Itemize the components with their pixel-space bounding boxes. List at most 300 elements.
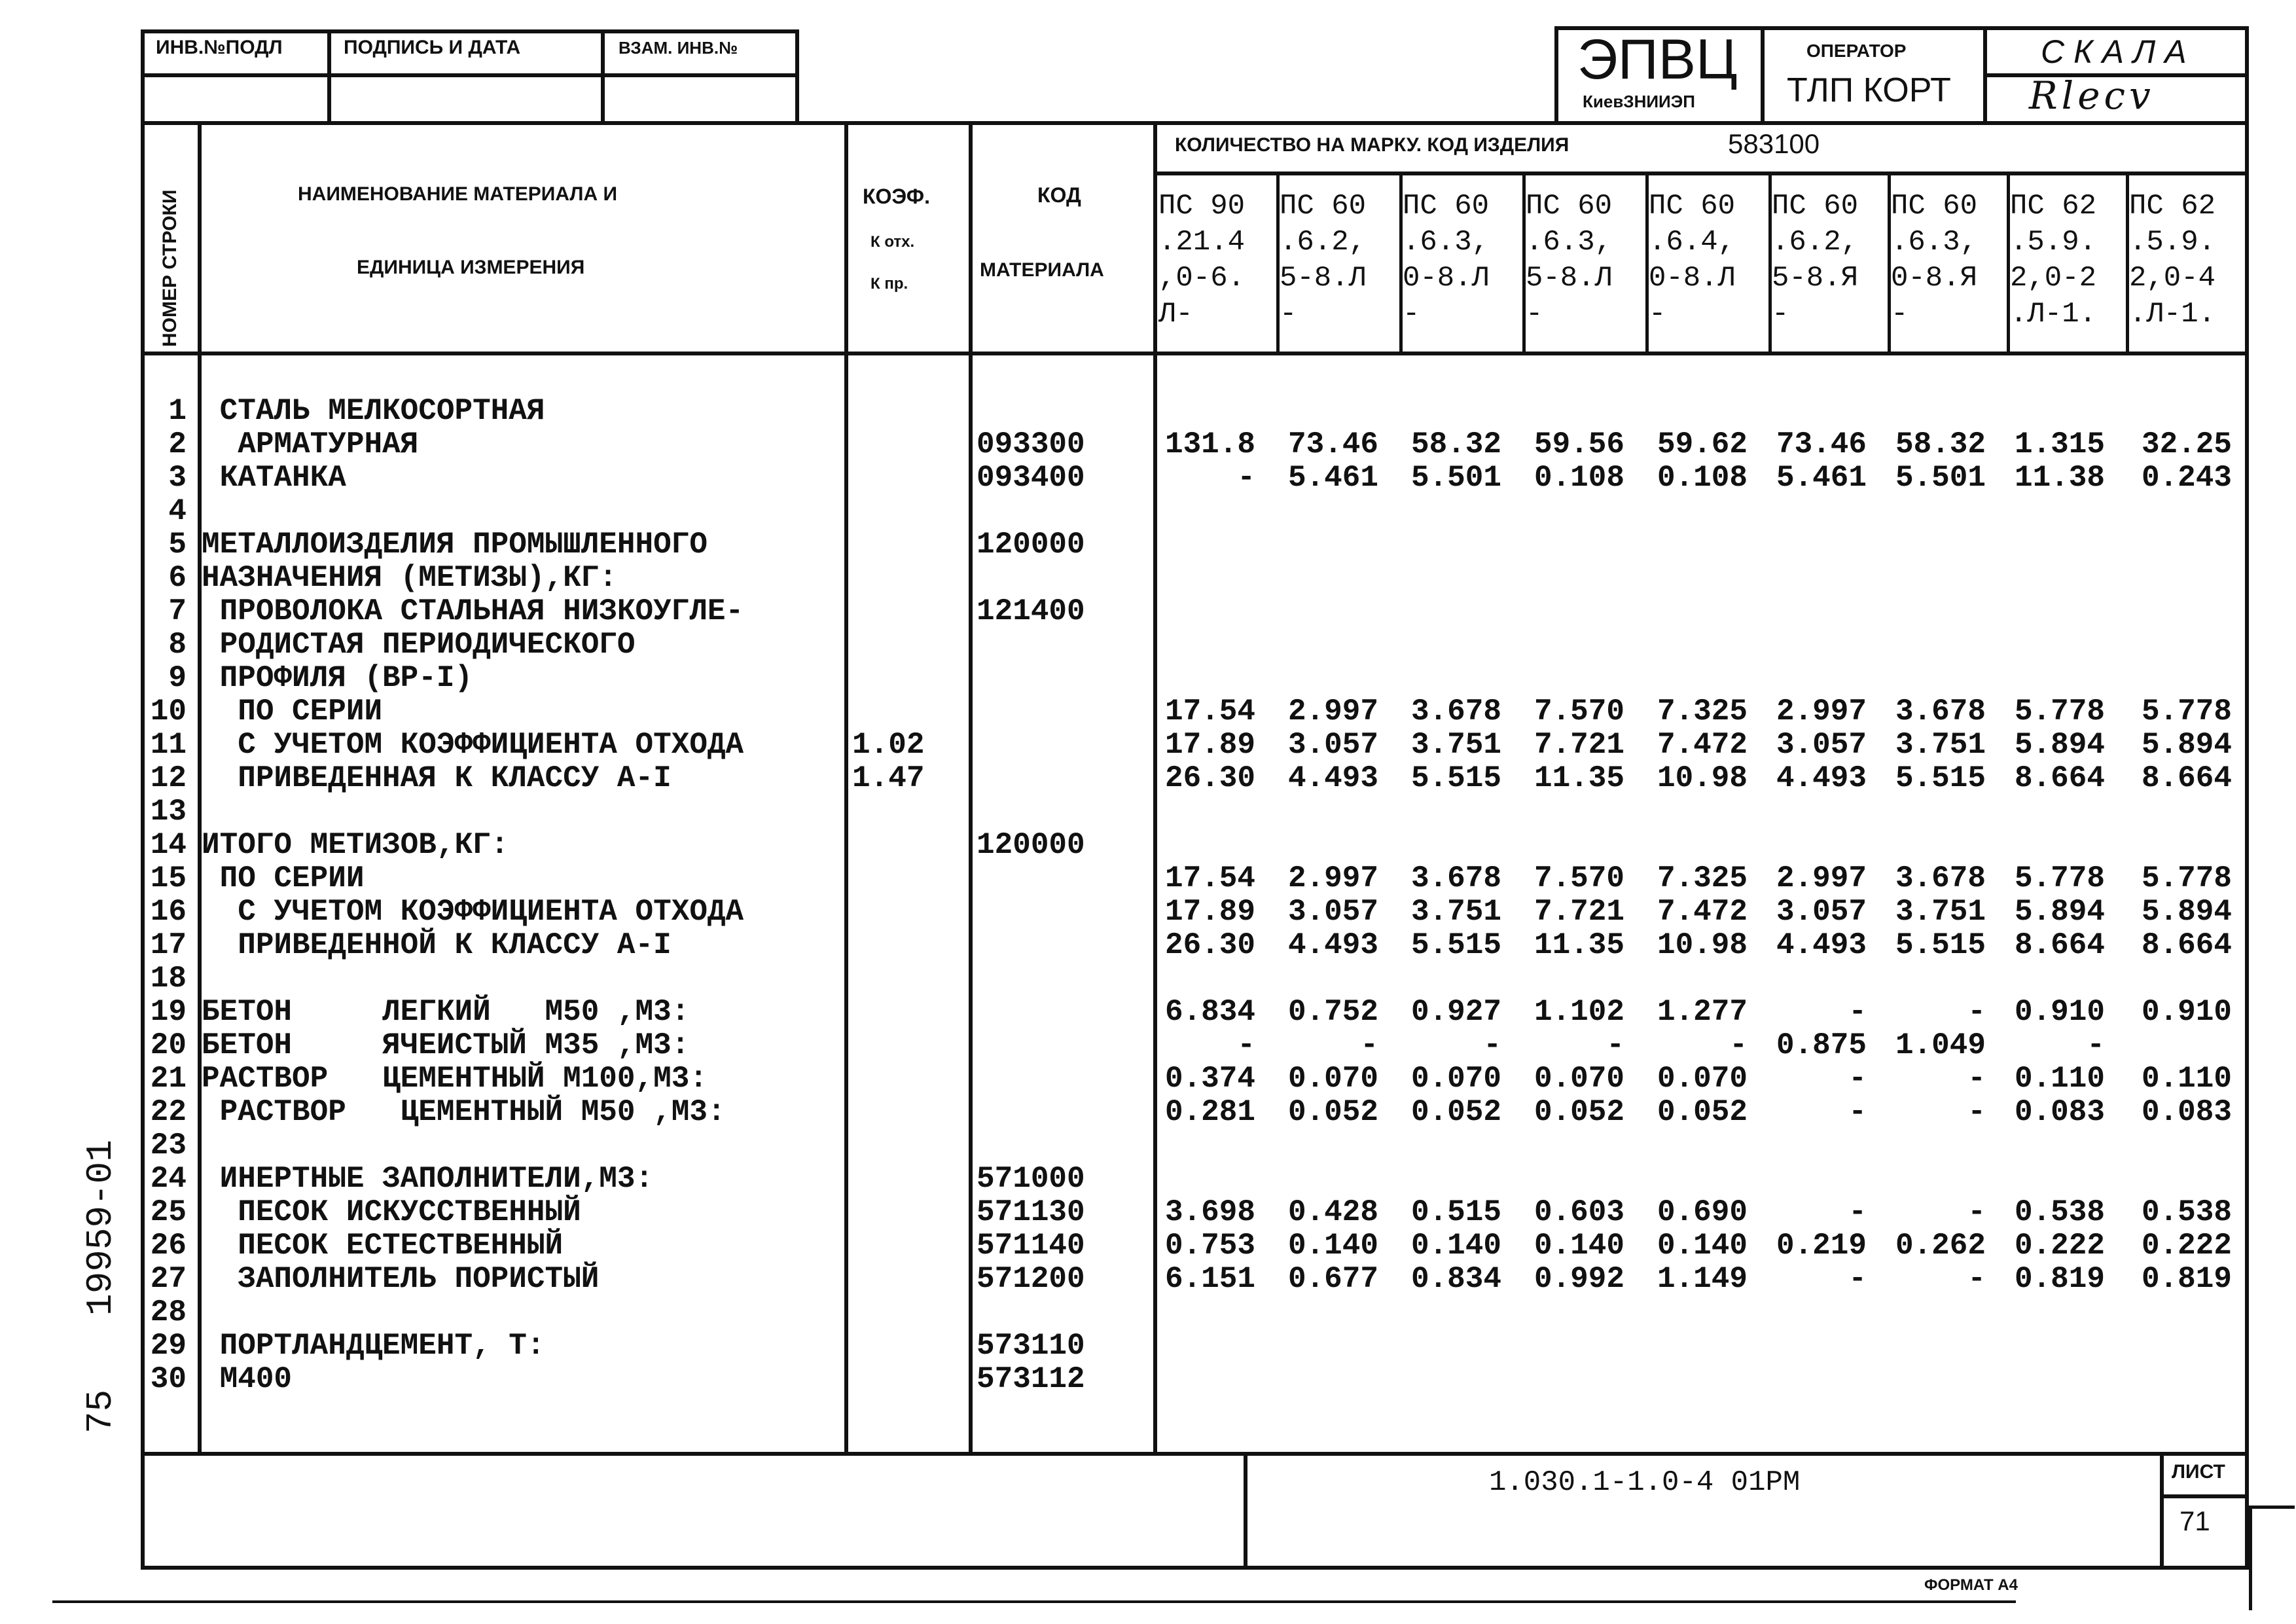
mark-header-line: .5.9. bbox=[2129, 226, 2216, 259]
quantity-value: 0.875 bbox=[1776, 1028, 1867, 1062]
quantity-value: - bbox=[1848, 1062, 1867, 1096]
header-coef-line2: К отх. bbox=[870, 233, 915, 251]
quantity-value: 3.057 bbox=[1287, 728, 1378, 762]
row-number: 19 bbox=[150, 995, 187, 1029]
edge-mark bbox=[2249, 1506, 2252, 1610]
material-code: 120000 bbox=[977, 528, 1085, 562]
stamp-vzam-inv: ВЗАМ. ИНВ.№ bbox=[619, 38, 738, 58]
rule bbox=[141, 73, 798, 77]
rule bbox=[141, 29, 798, 33]
table-row bbox=[0, 1296, 2296, 1329]
quantity-value: 0.538 bbox=[2141, 1195, 2232, 1229]
table-row bbox=[0, 1029, 2296, 1062]
header-coef-line1: КОЭФ. bbox=[863, 185, 930, 208]
mark-header-line: .6.2, bbox=[1280, 226, 1367, 259]
quantity-value: - bbox=[1848, 995, 1867, 1029]
quantity-value: - bbox=[2087, 1028, 2105, 1062]
quantity-value: 3.057 bbox=[1287, 895, 1378, 929]
quantity-value: 3.751 bbox=[1410, 728, 1501, 762]
side-page-number: 75 bbox=[80, 1389, 122, 1434]
row-number: 27 bbox=[150, 1262, 187, 1296]
table-row bbox=[0, 1163, 2296, 1196]
mark-header-line: .Л-1. bbox=[2010, 298, 2097, 331]
row-number: 20 bbox=[150, 1028, 187, 1062]
quantity-value: 8.664 bbox=[2014, 761, 2105, 795]
quantity-value: 59.56 bbox=[1534, 427, 1624, 461]
row-number: 1 bbox=[168, 394, 187, 428]
table-row bbox=[0, 1196, 2296, 1229]
material-name: НАЗНАЧЕНИЯ (МЕТИЗЫ),КГ: bbox=[202, 561, 617, 595]
material-name: СТАЛЬ МЕЛКОСОРТНАЯ bbox=[202, 394, 545, 428]
quantity-value: 58.32 bbox=[1410, 427, 1501, 461]
table-row bbox=[0, 1363, 2296, 1396]
operator-label: ОПЕРАТОР bbox=[1806, 41, 1907, 61]
quantity-value: 7.570 bbox=[1534, 861, 1624, 895]
rule bbox=[1244, 1452, 1247, 1570]
quantity-value: 6.834 bbox=[1164, 995, 1255, 1029]
quantity-value: 0.992 bbox=[1534, 1262, 1624, 1296]
quantity-value: 8.664 bbox=[2014, 928, 2105, 962]
table-row bbox=[0, 829, 2296, 862]
material-name: РОДИСТАЯ ПЕРИОДИЧЕСКОГО bbox=[202, 628, 636, 662]
quantity-value: 5.461 bbox=[1776, 461, 1867, 495]
quantity-value: 0.052 bbox=[1287, 1095, 1378, 1129]
quantity-value: 0.108 bbox=[1657, 461, 1748, 495]
quantity-value: 11.35 bbox=[1534, 761, 1624, 795]
quantity-value: 0.819 bbox=[2141, 1262, 2232, 1296]
quantity-value: 4.493 bbox=[1287, 761, 1378, 795]
quantity-value: 0.428 bbox=[1287, 1195, 1378, 1229]
mark-header-line: - bbox=[1772, 298, 1789, 331]
row-number: 8 bbox=[168, 628, 187, 662]
material-name: ЗАПОЛНИТЕЛЬ ПОРИСТЫЙ bbox=[202, 1262, 600, 1296]
quantity-value: 0.603 bbox=[1534, 1195, 1624, 1229]
rule bbox=[141, 1452, 2249, 1456]
quantity-value: 0.834 bbox=[1410, 1262, 1501, 1296]
mark-header-line: .6.3, bbox=[1891, 226, 1978, 259]
quantity-value: 0.070 bbox=[1287, 1062, 1378, 1096]
quantity-value: 0.538 bbox=[2014, 1195, 2105, 1229]
document-code: 1.030.1-1.0-4 01РМ bbox=[1489, 1466, 1801, 1499]
material-name: С УЧЕТОМ КОЭФФИЦИЕНТА ОТХОДА bbox=[202, 728, 744, 762]
quantity-value: 17.54 bbox=[1164, 695, 1255, 729]
quantity-value: 5.894 bbox=[2141, 728, 2232, 762]
table-row bbox=[0, 461, 2296, 495]
row-number: 30 bbox=[150, 1362, 187, 1396]
quantity-value: 7.472 bbox=[1657, 728, 1748, 762]
table-row bbox=[0, 428, 2296, 461]
mark-header-line: 5-8.Я bbox=[1772, 262, 1859, 295]
table-row bbox=[0, 895, 2296, 929]
mark-header-line: - bbox=[1891, 298, 1909, 331]
material-name: КАТАНКА bbox=[202, 461, 346, 495]
row-number: 9 bbox=[168, 661, 187, 695]
stamp-inv-podl: ИНВ.№ПОДЛ bbox=[156, 37, 283, 58]
rule bbox=[141, 352, 2249, 355]
rule bbox=[1761, 26, 1765, 124]
material-code: 571140 bbox=[977, 1229, 1085, 1263]
mark-header-line: .6.3, bbox=[1403, 226, 1490, 259]
material-code: 573110 bbox=[977, 1329, 1085, 1363]
table-row bbox=[0, 962, 2296, 996]
quantity-value: 0.110 bbox=[2141, 1062, 2232, 1096]
row-number: 22 bbox=[150, 1095, 187, 1129]
quantity-value: 5.778 bbox=[2141, 861, 2232, 895]
table-row bbox=[0, 528, 2296, 562]
quantity-value: 0.752 bbox=[1287, 995, 1378, 1029]
rule bbox=[1157, 171, 2249, 175]
mark-header-line: ПС 60 bbox=[1891, 190, 1978, 223]
quantity-value: 0.052 bbox=[1410, 1095, 1501, 1129]
quantity-value: 1.277 bbox=[1657, 995, 1748, 1029]
quantity-value: 3.751 bbox=[1895, 728, 1986, 762]
quantity-value: 26.30 bbox=[1164, 761, 1255, 795]
quantity-value: 7.721 bbox=[1534, 728, 1624, 762]
system-name: СКАЛА bbox=[2041, 33, 2196, 70]
material-name: ПЕСОК ЕСТЕСТВЕННЫЙ bbox=[202, 1229, 564, 1263]
quantity-value: 2.997 bbox=[1287, 695, 1378, 729]
quantity-value: 5.778 bbox=[2014, 695, 2105, 729]
quantity-value: 73.46 bbox=[1287, 427, 1378, 461]
table-row bbox=[0, 929, 2296, 962]
quantity-value: - bbox=[1483, 1028, 1501, 1062]
stamp-podpis-data: ПОДПИСЬ И ДАТА bbox=[344, 37, 521, 58]
row-number: 26 bbox=[150, 1229, 187, 1263]
mark-header-line: - bbox=[1526, 298, 1543, 331]
table-row bbox=[0, 1129, 2296, 1163]
sheet-number: 71 bbox=[2179, 1506, 2210, 1536]
row-number: 29 bbox=[150, 1329, 187, 1363]
table-row bbox=[0, 628, 2296, 662]
quantity-value: 11.38 bbox=[2014, 461, 2105, 495]
table-row bbox=[0, 1329, 2296, 1363]
quantity-value: 3.678 bbox=[1410, 695, 1501, 729]
mark-header-line: ПС 62 bbox=[2010, 190, 2097, 223]
mark-header-line: - bbox=[1649, 298, 1666, 331]
quantity-value: 1.149 bbox=[1657, 1262, 1748, 1296]
quantity-value: 0.677 bbox=[1287, 1262, 1378, 1296]
row-number: 21 bbox=[150, 1062, 187, 1096]
quantity-value: 11.35 bbox=[1534, 928, 1624, 962]
quantity-value: 5.501 bbox=[1895, 461, 1986, 495]
quantity-value: 3.678 bbox=[1895, 695, 1986, 729]
quantity-value: 1.315 bbox=[2014, 427, 2105, 461]
mark-header-line: 2,0-2 bbox=[2010, 262, 2097, 295]
row-number: 10 bbox=[150, 695, 187, 729]
mark-header-line: ,0-6. bbox=[1158, 262, 1246, 295]
quantity-value: 0.910 bbox=[2141, 995, 2232, 1029]
quantity-value: 6.151 bbox=[1164, 1262, 1255, 1296]
material-name: С УЧЕТОМ КОЭФФИЦИЕНТА ОТХОДА bbox=[202, 895, 744, 929]
quantity-value: 0.515 bbox=[1410, 1195, 1501, 1229]
table-row bbox=[0, 762, 2296, 795]
mark-header-line: - bbox=[1280, 298, 1297, 331]
quantity-value: 5.778 bbox=[2014, 861, 2105, 895]
quantity-value: 0.140 bbox=[1287, 1229, 1378, 1263]
quantity-value: 8.664 bbox=[2141, 928, 2232, 962]
material-name: ПРОФИЛЯ (ВР-I) bbox=[202, 661, 473, 695]
quantity-value: 7.325 bbox=[1657, 861, 1748, 895]
table-row bbox=[0, 1062, 2296, 1096]
quantity-value: 32.25 bbox=[2141, 427, 2232, 461]
edge-mark bbox=[2249, 1506, 2295, 1509]
material-name: ПЕСОК ИСКУССТВЕННЫЙ bbox=[202, 1195, 581, 1229]
row-number: 28 bbox=[150, 1295, 187, 1329]
sheet-label: ЛИСТ bbox=[2172, 1461, 2225, 1483]
quantity-value: 5.894 bbox=[2141, 895, 2232, 929]
material-name: ПРИВЕДЕННАЯ К КЛАССУ А-I bbox=[202, 761, 672, 795]
row-number: 14 bbox=[150, 828, 187, 862]
quantity-value: 3.751 bbox=[1410, 895, 1501, 929]
quantity-value: 0.083 bbox=[2141, 1095, 2232, 1129]
mark-header-line: Л- bbox=[1158, 298, 1193, 331]
mark-header-line: ПС 60 bbox=[1280, 190, 1367, 223]
quantity-value: 4.493 bbox=[1287, 928, 1378, 962]
row-number: 13 bbox=[150, 795, 187, 829]
header-name-line2: ЕДИНИЦА ИЗМЕРЕНИЯ bbox=[357, 257, 585, 278]
quantity-value: 0.753 bbox=[1164, 1229, 1255, 1263]
quantity-value: - bbox=[1967, 1262, 1986, 1296]
quantity-value: 0.140 bbox=[1410, 1229, 1501, 1263]
row-number: 18 bbox=[150, 962, 187, 996]
row-number: 12 bbox=[150, 761, 187, 795]
quantity-value: - bbox=[1967, 1062, 1986, 1096]
material-name: ПО СЕРИИ bbox=[202, 861, 365, 895]
rule bbox=[1554, 26, 1558, 124]
rule bbox=[141, 1566, 2249, 1570]
quantity-value: 7.570 bbox=[1534, 695, 1624, 729]
material-code: 120000 bbox=[977, 828, 1085, 862]
quantity-value: 0.140 bbox=[1534, 1229, 1624, 1263]
quantity-value: - bbox=[1360, 1028, 1378, 1062]
mark-header-line: .6.3, bbox=[1526, 226, 1613, 259]
quantity-value: 4.493 bbox=[1776, 761, 1867, 795]
rule bbox=[327, 29, 331, 124]
coefficient: 1.47 bbox=[852, 761, 925, 795]
quantity-value: 0.222 bbox=[2141, 1229, 2232, 1263]
mark-header-line: ПС 60 bbox=[1649, 190, 1736, 223]
quantity-value: 0.910 bbox=[2014, 995, 2105, 1029]
format-label: ФОРМАТ А4 bbox=[1924, 1576, 2018, 1594]
quantity-value: 26.30 bbox=[1164, 928, 1255, 962]
coefficient: 1.02 bbox=[852, 728, 925, 762]
mark-header-line: ПС 90 bbox=[1158, 190, 1246, 223]
row-number: 25 bbox=[150, 1195, 187, 1229]
table-row bbox=[0, 395, 2296, 428]
quantity-value: 58.32 bbox=[1895, 427, 1986, 461]
quantity-value: 2.997 bbox=[1776, 695, 1867, 729]
quantity-value: 5.515 bbox=[1895, 928, 1986, 962]
quantity-value: 17.54 bbox=[1164, 861, 1255, 895]
quantity-value: 5.894 bbox=[2014, 895, 2105, 929]
row-number: 3 bbox=[168, 461, 187, 495]
mark-header-line: 5-8.Л bbox=[1526, 262, 1613, 295]
row-number: 5 bbox=[168, 528, 187, 562]
material-name: ИНЕРТНЫЕ ЗАПОЛНИТЕЛИ,М3: bbox=[202, 1162, 654, 1196]
mark-header-line: 2,0-4 bbox=[2129, 262, 2216, 295]
material-code: 571130 bbox=[977, 1195, 1085, 1229]
signature: Rlecv bbox=[2029, 73, 2155, 118]
header-qty-label: КОЛИЧЕСТВО НА МАРКУ. КОД ИЗДЕЛИЯ bbox=[1175, 134, 1570, 156]
mark-header-line: .6.4, bbox=[1649, 226, 1736, 259]
mark-header-line: .Л-1. bbox=[2129, 298, 2216, 331]
quantity-value: 0.052 bbox=[1657, 1095, 1748, 1129]
material-name: ПРИВЕДЕННОЙ К КЛАССУ А-I bbox=[202, 928, 672, 962]
quantity-value: 3.678 bbox=[1895, 861, 1986, 895]
quantity-value: - bbox=[1967, 1095, 1986, 1129]
quantity-value: 1.102 bbox=[1534, 995, 1624, 1029]
header-coef-line3: К пр. bbox=[870, 275, 908, 293]
table-row bbox=[0, 495, 2296, 528]
header-row-number: НОМЕР СТРОКИ bbox=[159, 189, 181, 347]
table-row bbox=[0, 996, 2296, 1029]
material-code: 093300 bbox=[977, 427, 1085, 461]
quantity-value: 5.515 bbox=[1410, 928, 1501, 962]
quantity-value: 17.89 bbox=[1164, 895, 1255, 929]
quantity-value: 7.472 bbox=[1657, 895, 1748, 929]
quantity-value: - bbox=[1848, 1195, 1867, 1229]
quantity-value: 3.678 bbox=[1410, 861, 1501, 895]
rule bbox=[141, 29, 145, 124]
rule bbox=[2160, 1452, 2164, 1570]
material-name: МЕТАЛЛОИЗДЕЛИЯ ПРОМЫШЛЕННОГО bbox=[202, 528, 708, 562]
quantity-value: 0.243 bbox=[2141, 461, 2232, 495]
table-row bbox=[0, 1229, 2296, 1263]
quantity-value: 5.461 bbox=[1287, 461, 1378, 495]
bottom-rule bbox=[52, 1600, 2016, 1603]
org-name: ЭПВЦ bbox=[1577, 28, 1738, 91]
quantity-value: 0.070 bbox=[1534, 1062, 1624, 1096]
material-name: ИТОГО МЕТИЗОВ,КГ: bbox=[202, 828, 509, 862]
material-name: ПОРТЛАНДЦЕМЕНТ, Т: bbox=[202, 1329, 545, 1363]
mark-header-line: ПС 60 bbox=[1526, 190, 1613, 223]
quantity-value: 0.108 bbox=[1534, 461, 1624, 495]
table-row bbox=[0, 1263, 2296, 1296]
mark-header-line: .21.4 bbox=[1158, 226, 1246, 259]
quantity-value: 10.98 bbox=[1657, 928, 1748, 962]
quantity-value: 0.219 bbox=[1776, 1229, 1867, 1263]
material-name: БЕТОН ЯЧЕИСТЫЙ М35 ,М3: bbox=[202, 1028, 690, 1062]
material-code: 573112 bbox=[977, 1362, 1085, 1396]
row-number: 17 bbox=[150, 928, 187, 962]
quantity-value: 0.690 bbox=[1657, 1195, 1748, 1229]
side-doc-number: 19959-01 bbox=[80, 1140, 122, 1316]
rule bbox=[795, 29, 799, 124]
quantity-value: 2.997 bbox=[1287, 861, 1378, 895]
quantity-value: - bbox=[1967, 995, 1986, 1029]
row-number: 15 bbox=[150, 861, 187, 895]
table-row bbox=[0, 729, 2296, 762]
quantity-value: 0.374 bbox=[1164, 1062, 1255, 1096]
rule bbox=[2163, 1494, 2248, 1498]
rule bbox=[141, 121, 2249, 125]
quantity-value: 7.721 bbox=[1534, 895, 1624, 929]
quantity-value: 4.493 bbox=[1776, 928, 1867, 962]
mark-header-line: - bbox=[1403, 298, 1420, 331]
quantity-value: 0.262 bbox=[1895, 1229, 1986, 1263]
quantity-value: - bbox=[1967, 1195, 1986, 1229]
mark-header-line: ПС 62 bbox=[2129, 190, 2216, 223]
quantity-value: - bbox=[1848, 1095, 1867, 1129]
row-number: 11 bbox=[150, 728, 187, 762]
rule bbox=[1983, 26, 1987, 124]
material-name: АРМАТУРНАЯ bbox=[202, 427, 419, 461]
quantity-value: 7.325 bbox=[1657, 695, 1748, 729]
material-name: БЕТОН ЛЕГКИЙ М50 ,М3: bbox=[202, 995, 690, 1029]
quantity-value: 0.819 bbox=[2014, 1262, 2105, 1296]
quantity-value: 0.070 bbox=[1410, 1062, 1501, 1096]
quantity-value: 131.8 bbox=[1164, 427, 1255, 461]
header-code-line2: МАТЕРИАЛА bbox=[980, 259, 1104, 281]
quantity-value: 5.894 bbox=[2014, 728, 2105, 762]
quantity-value: 0.927 bbox=[1410, 995, 1501, 1029]
row-number: 16 bbox=[150, 895, 187, 929]
quantity-value: 0.083 bbox=[2014, 1095, 2105, 1129]
mark-header-line: 5-8.Л bbox=[1280, 262, 1367, 295]
row-number: 24 bbox=[150, 1162, 187, 1196]
row-number: 4 bbox=[168, 494, 187, 528]
quantity-value: - bbox=[1237, 461, 1255, 495]
quantity-value: 73.46 bbox=[1776, 427, 1867, 461]
row-number: 2 bbox=[168, 427, 187, 461]
material-name: РАСТВОР ЦЕМЕНТНЫЙ М100,М3: bbox=[202, 1062, 708, 1096]
quantity-value: 10.98 bbox=[1657, 761, 1748, 795]
operator-value: ТЛП КОРТ bbox=[1787, 71, 1951, 109]
table-row bbox=[0, 562, 2296, 595]
quantity-value: 3.057 bbox=[1776, 728, 1867, 762]
header-name-line1: НАИМЕНОВАНИЕ МАТЕРИАЛА И bbox=[298, 183, 618, 205]
quantity-value: 0.052 bbox=[1534, 1095, 1624, 1129]
rule bbox=[601, 29, 605, 124]
header-product-code: 583100 bbox=[1728, 128, 1820, 159]
mark-header-line: 0-8.Л bbox=[1403, 262, 1490, 295]
quantity-value: 3.698 bbox=[1164, 1195, 1255, 1229]
quantity-value: 5.501 bbox=[1410, 461, 1501, 495]
quantity-value: - bbox=[1729, 1028, 1748, 1062]
quantity-value: 17.89 bbox=[1164, 728, 1255, 762]
mark-header-line: 0-8.Л bbox=[1649, 262, 1736, 295]
quantity-value: 8.664 bbox=[2141, 761, 2232, 795]
quantity-value: 1.049 bbox=[1895, 1028, 1986, 1062]
table-row bbox=[0, 862, 2296, 895]
quantity-value: 0.140 bbox=[1657, 1229, 1748, 1263]
mark-header-line: .6.2, bbox=[1772, 226, 1859, 259]
quantity-value: 0.110 bbox=[2014, 1062, 2105, 1096]
quantity-value: - bbox=[1848, 1262, 1867, 1296]
material-name: М400 bbox=[202, 1362, 293, 1396]
quantity-value: 0.222 bbox=[2014, 1229, 2105, 1263]
material-code: 121400 bbox=[977, 594, 1085, 628]
row-number: 23 bbox=[150, 1128, 187, 1163]
mark-header-line: 0-8.Я bbox=[1891, 262, 1978, 295]
material-name: ПРОВОЛОКА СТАЛЬНАЯ НИЗКОУГЛЕ- bbox=[202, 594, 744, 628]
quantity-value: 5.778 bbox=[2141, 695, 2232, 729]
material-code: 093400 bbox=[977, 461, 1085, 495]
header-code-line1: КОД bbox=[1037, 183, 1081, 207]
org-subname: КиевЗНИИЭП bbox=[1583, 92, 1695, 111]
quantity-value: - bbox=[1606, 1028, 1624, 1062]
mark-header-line: .5.9. bbox=[2010, 226, 2097, 259]
quantity-value: 0.281 bbox=[1164, 1095, 1255, 1129]
quantity-value: 3.057 bbox=[1776, 895, 1867, 929]
mark-header-line: ПС 60 bbox=[1772, 190, 1859, 223]
quantity-value: 59.62 bbox=[1657, 427, 1748, 461]
mark-header-line: ПС 60 bbox=[1403, 190, 1490, 223]
table-row bbox=[0, 795, 2296, 829]
material-code: 571200 bbox=[977, 1262, 1085, 1296]
row-number: 7 bbox=[168, 594, 187, 628]
material-code: 571000 bbox=[977, 1162, 1085, 1196]
